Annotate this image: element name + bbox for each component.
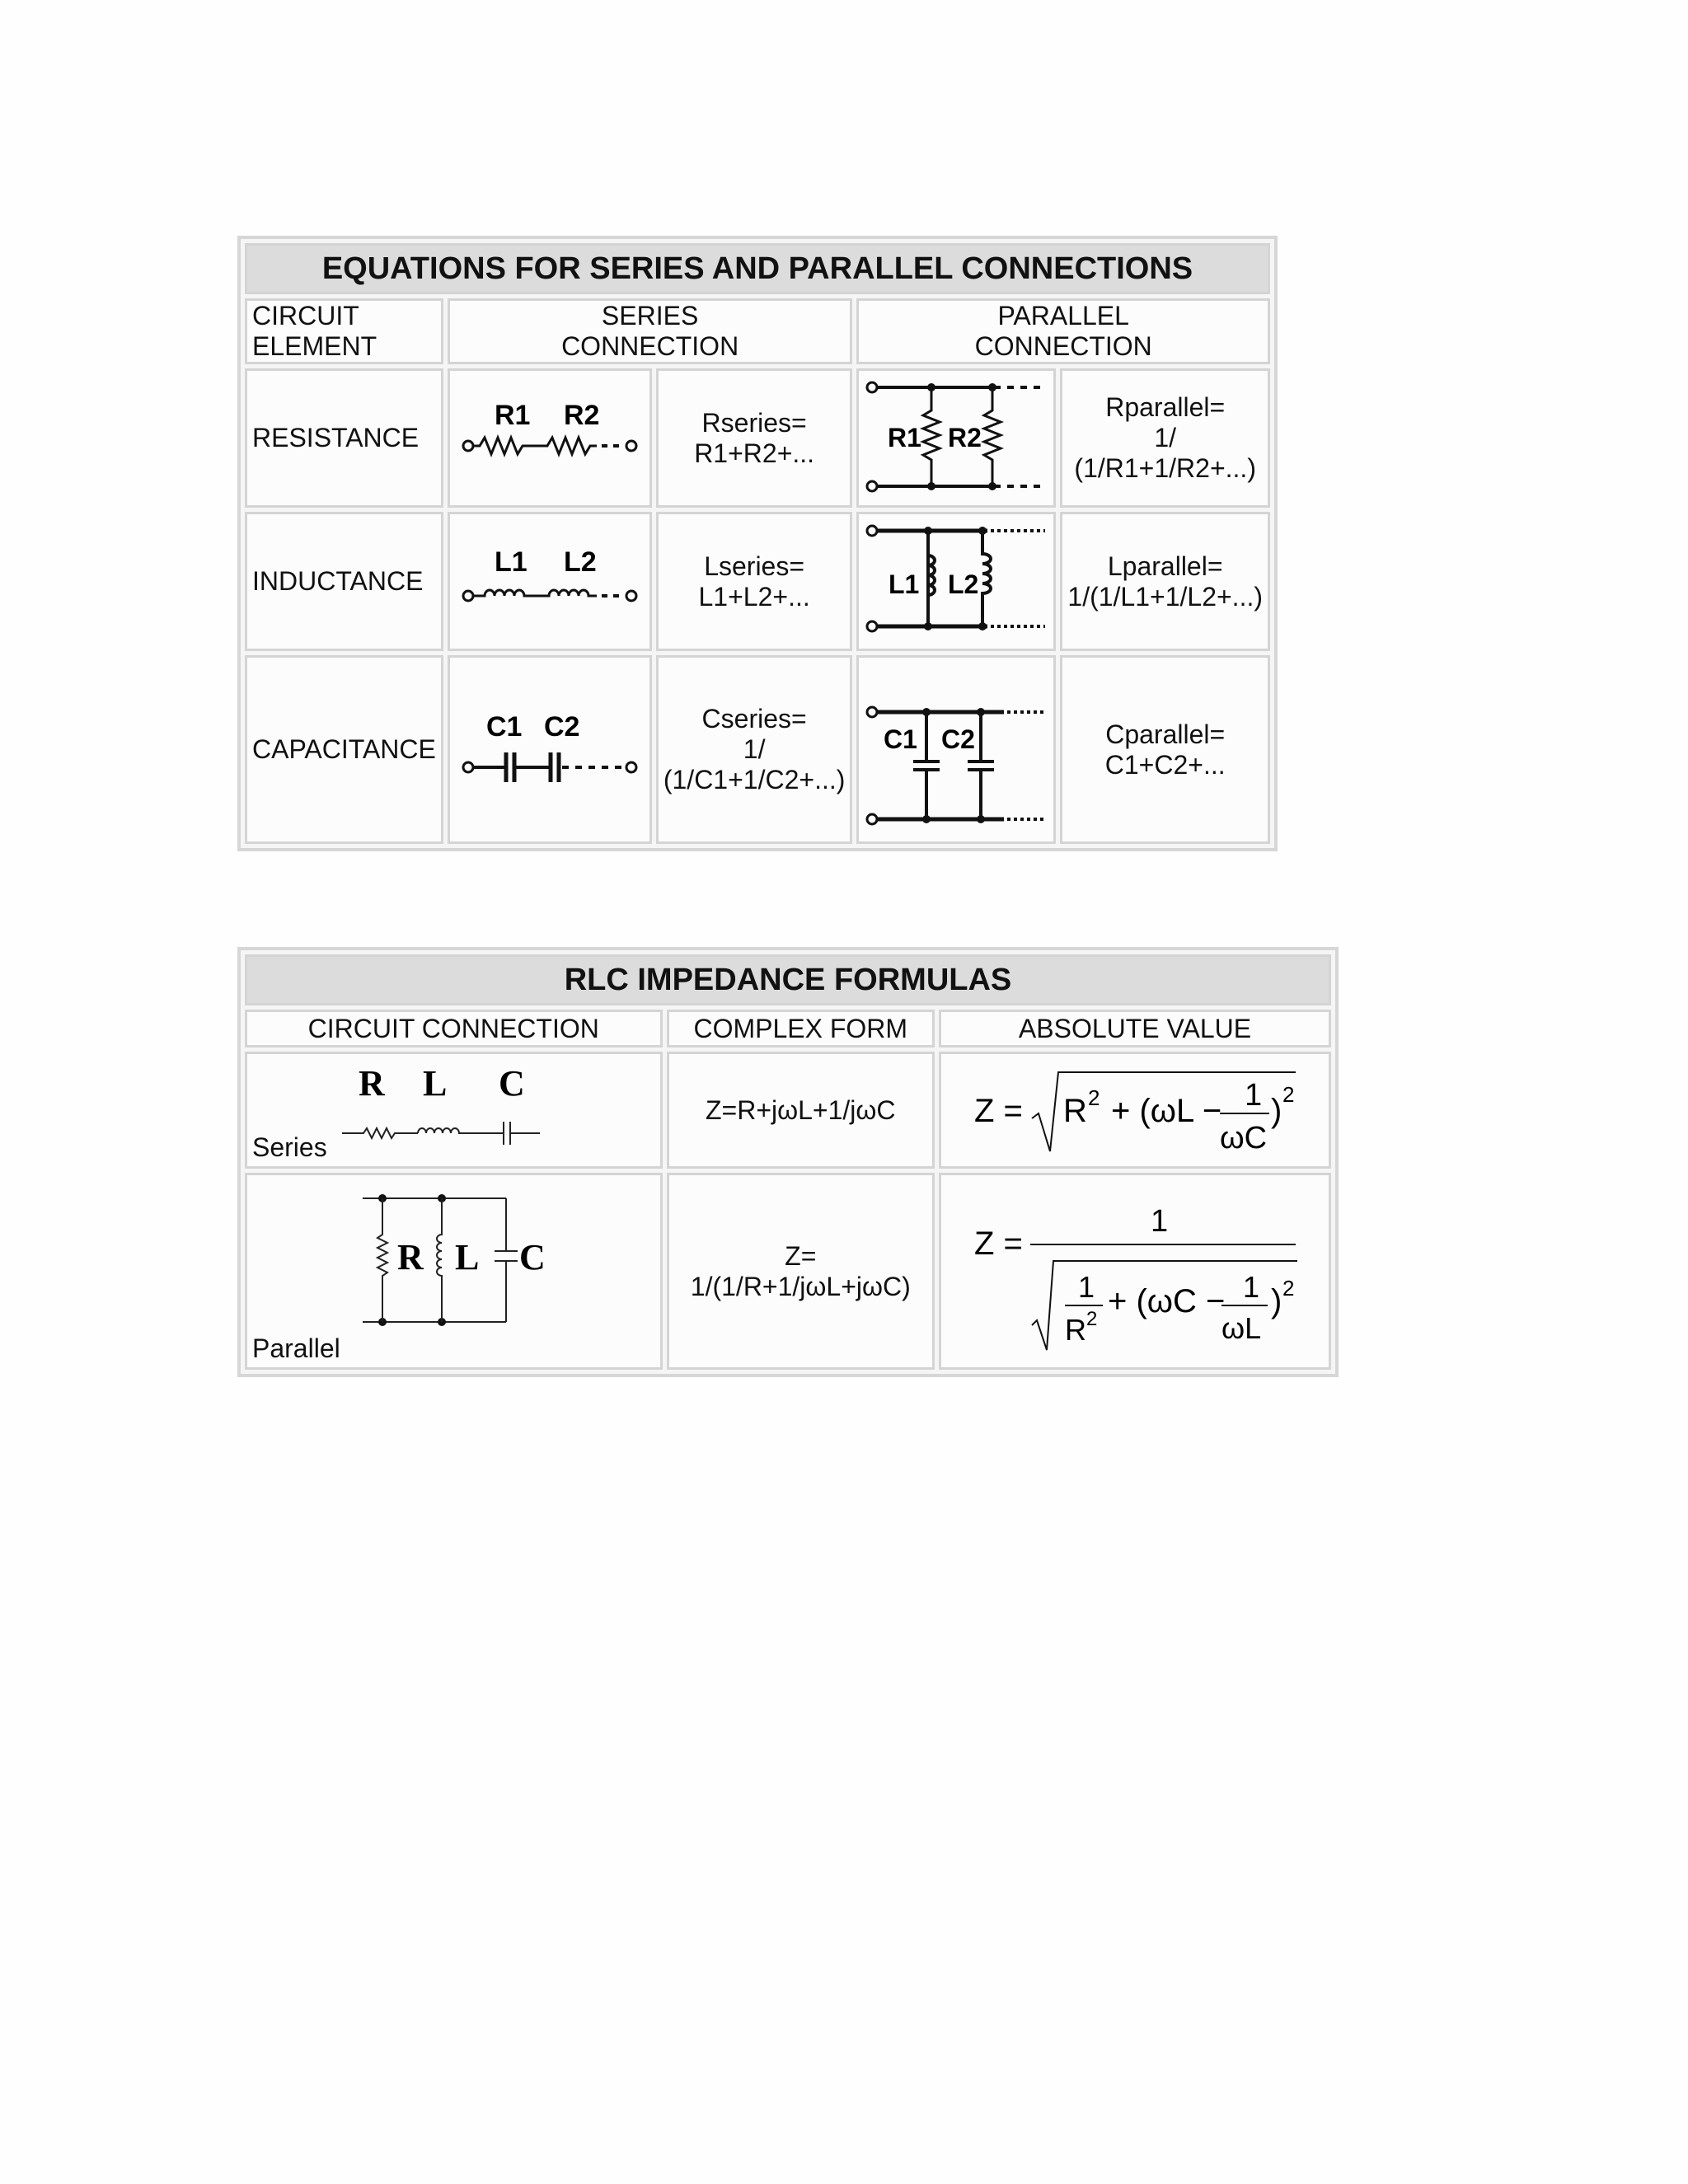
header-parallel-connection: PARALLEL CONNECTION <box>856 298 1270 364</box>
eq-exponent: 2 <box>1282 1082 1295 1107</box>
diagram-label: C1 <box>485 710 523 743</box>
eq-lhs: Z = <box>974 1093 1023 1129</box>
header-absolute-value: ABSOLUTE VALUE <box>939 1010 1331 1047</box>
eq-term: + (ωC − <box>1108 1283 1226 1319</box>
inductor-series-schematic <box>455 517 645 640</box>
series-complex-form: Z=R+jωL+1/jωC <box>667 1052 935 1169</box>
parallel-impedance-equation <box>941 1175 1329 1361</box>
parallel-capacitor-diagram <box>856 655 1056 844</box>
header-circuit-connection: CIRCUIT CONNECTION <box>245 1010 663 1047</box>
header-complex-form: COMPLEX FORM <box>667 1010 935 1047</box>
header-circuit-element: CIRCUIT ELEMENT <box>245 298 443 364</box>
diagram-label: C2 <box>543 710 580 743</box>
eq-term: R <box>1063 1093 1087 1129</box>
element-capacitance: CAPACITANCE <box>245 655 443 844</box>
parallel-complex-form: Z= 1/(1/R+1/jωL+jωC) <box>667 1173 935 1370</box>
resistor-parallel-schematic <box>859 371 1053 499</box>
parallel-resistance-formula: Rparallel= 1/ (1/R1+1/R2+...) <box>1060 368 1270 508</box>
capacitor-parallel-schematic <box>859 658 1053 835</box>
diagram-label: R1 <box>888 423 922 452</box>
element-inductance: INDUCTANCE <box>245 512 443 651</box>
diagram-label: C <box>519 1237 546 1277</box>
eq-exponent: 2 <box>1088 1085 1100 1110</box>
eq-top: 1 <box>1151 1204 1169 1239</box>
parallel-absolute-value <box>939 1173 1331 1370</box>
parallel-connection-cell <box>245 1173 663 1370</box>
table-title: EQUATIONS FOR SERIES AND PARALLEL CONNECTIONS <box>245 243 1270 294</box>
series-resistance-formula: Rseries= R1+R2+... <box>656 368 853 508</box>
diagram-label: C <box>499 1063 525 1104</box>
series-label: Series <box>252 1132 327 1162</box>
inductor-parallel-schematic <box>859 514 1053 642</box>
eq-exponent: 2 <box>1282 1276 1295 1301</box>
parallel-inductance-formula: Lparallel= 1/(1/L1+1/L2+...) <box>1060 512 1270 651</box>
diagram-label: R2 <box>563 399 600 431</box>
parallel-capacitance-formula: Cparallel= C1+C2+... <box>1060 655 1270 844</box>
eq-denominator: ωL <box>1221 1311 1262 1345</box>
rlc-series-schematic <box>334 1061 581 1155</box>
diagram-label: C2 <box>941 724 976 754</box>
diagram-label: L1 <box>494 546 528 578</box>
rlc-impedance-table <box>237 947 1339 1377</box>
parallel-label: Parallel <box>252 1333 340 1363</box>
series-inductance-formula: Lseries= L1+L2+... <box>656 512 853 651</box>
eq-numerator: 1 <box>1243 1270 1260 1304</box>
eq-inner-denominator: R <box>1065 1313 1086 1347</box>
diagram-label: R <box>359 1063 385 1104</box>
eq-exponent: 2 <box>1086 1308 1098 1330</box>
eq-denominator: ωC <box>1220 1121 1268 1155</box>
series-resistor-diagram <box>448 368 652 508</box>
eq-lhs: Z = <box>974 1226 1023 1262</box>
parallel-inductor-diagram <box>856 512 1056 651</box>
element-resistance: RESISTANCE <box>245 368 443 508</box>
capacitor-series-schematic <box>455 685 645 808</box>
rlc-parallel-schematic <box>363 1187 577 1335</box>
diagram-label: L2 <box>948 569 979 599</box>
series-inductor-diagram <box>448 512 652 651</box>
diagram-label: L <box>455 1237 480 1277</box>
diagram-label: L <box>423 1063 448 1104</box>
diagram-label: R1 <box>494 399 531 431</box>
series-capacitor-diagram <box>448 655 652 844</box>
series-absolute-value <box>939 1052 1331 1169</box>
eq-close: ) <box>1271 1093 1282 1129</box>
diagram-label: R2 <box>948 423 982 452</box>
series-connection-cell <box>245 1052 663 1169</box>
header-series-connection: SERIES CONNECTION <box>448 298 853 364</box>
diagram-label: L2 <box>563 546 597 578</box>
eq-close: ) <box>1271 1283 1282 1319</box>
eq-inner-numerator: 1 <box>1078 1270 1095 1304</box>
series-parallel-equations-table <box>237 236 1278 851</box>
series-impedance-equation <box>941 1054 1329 1160</box>
diagram-label: R <box>397 1237 424 1277</box>
series-capacitance-formula: Cseries= 1/ (1/C1+1/C2+...) <box>656 655 853 844</box>
diagram-label: L1 <box>889 569 920 599</box>
table-title: RLC IMPEDANCE FORMULAS <box>245 954 1331 1005</box>
resistor-series-schematic <box>455 373 645 497</box>
diagram-label: C1 <box>884 724 918 754</box>
eq-numerator: 1 <box>1245 1078 1263 1113</box>
parallel-resistor-diagram <box>856 368 1056 508</box>
eq-term: + (ωL − <box>1111 1093 1222 1129</box>
